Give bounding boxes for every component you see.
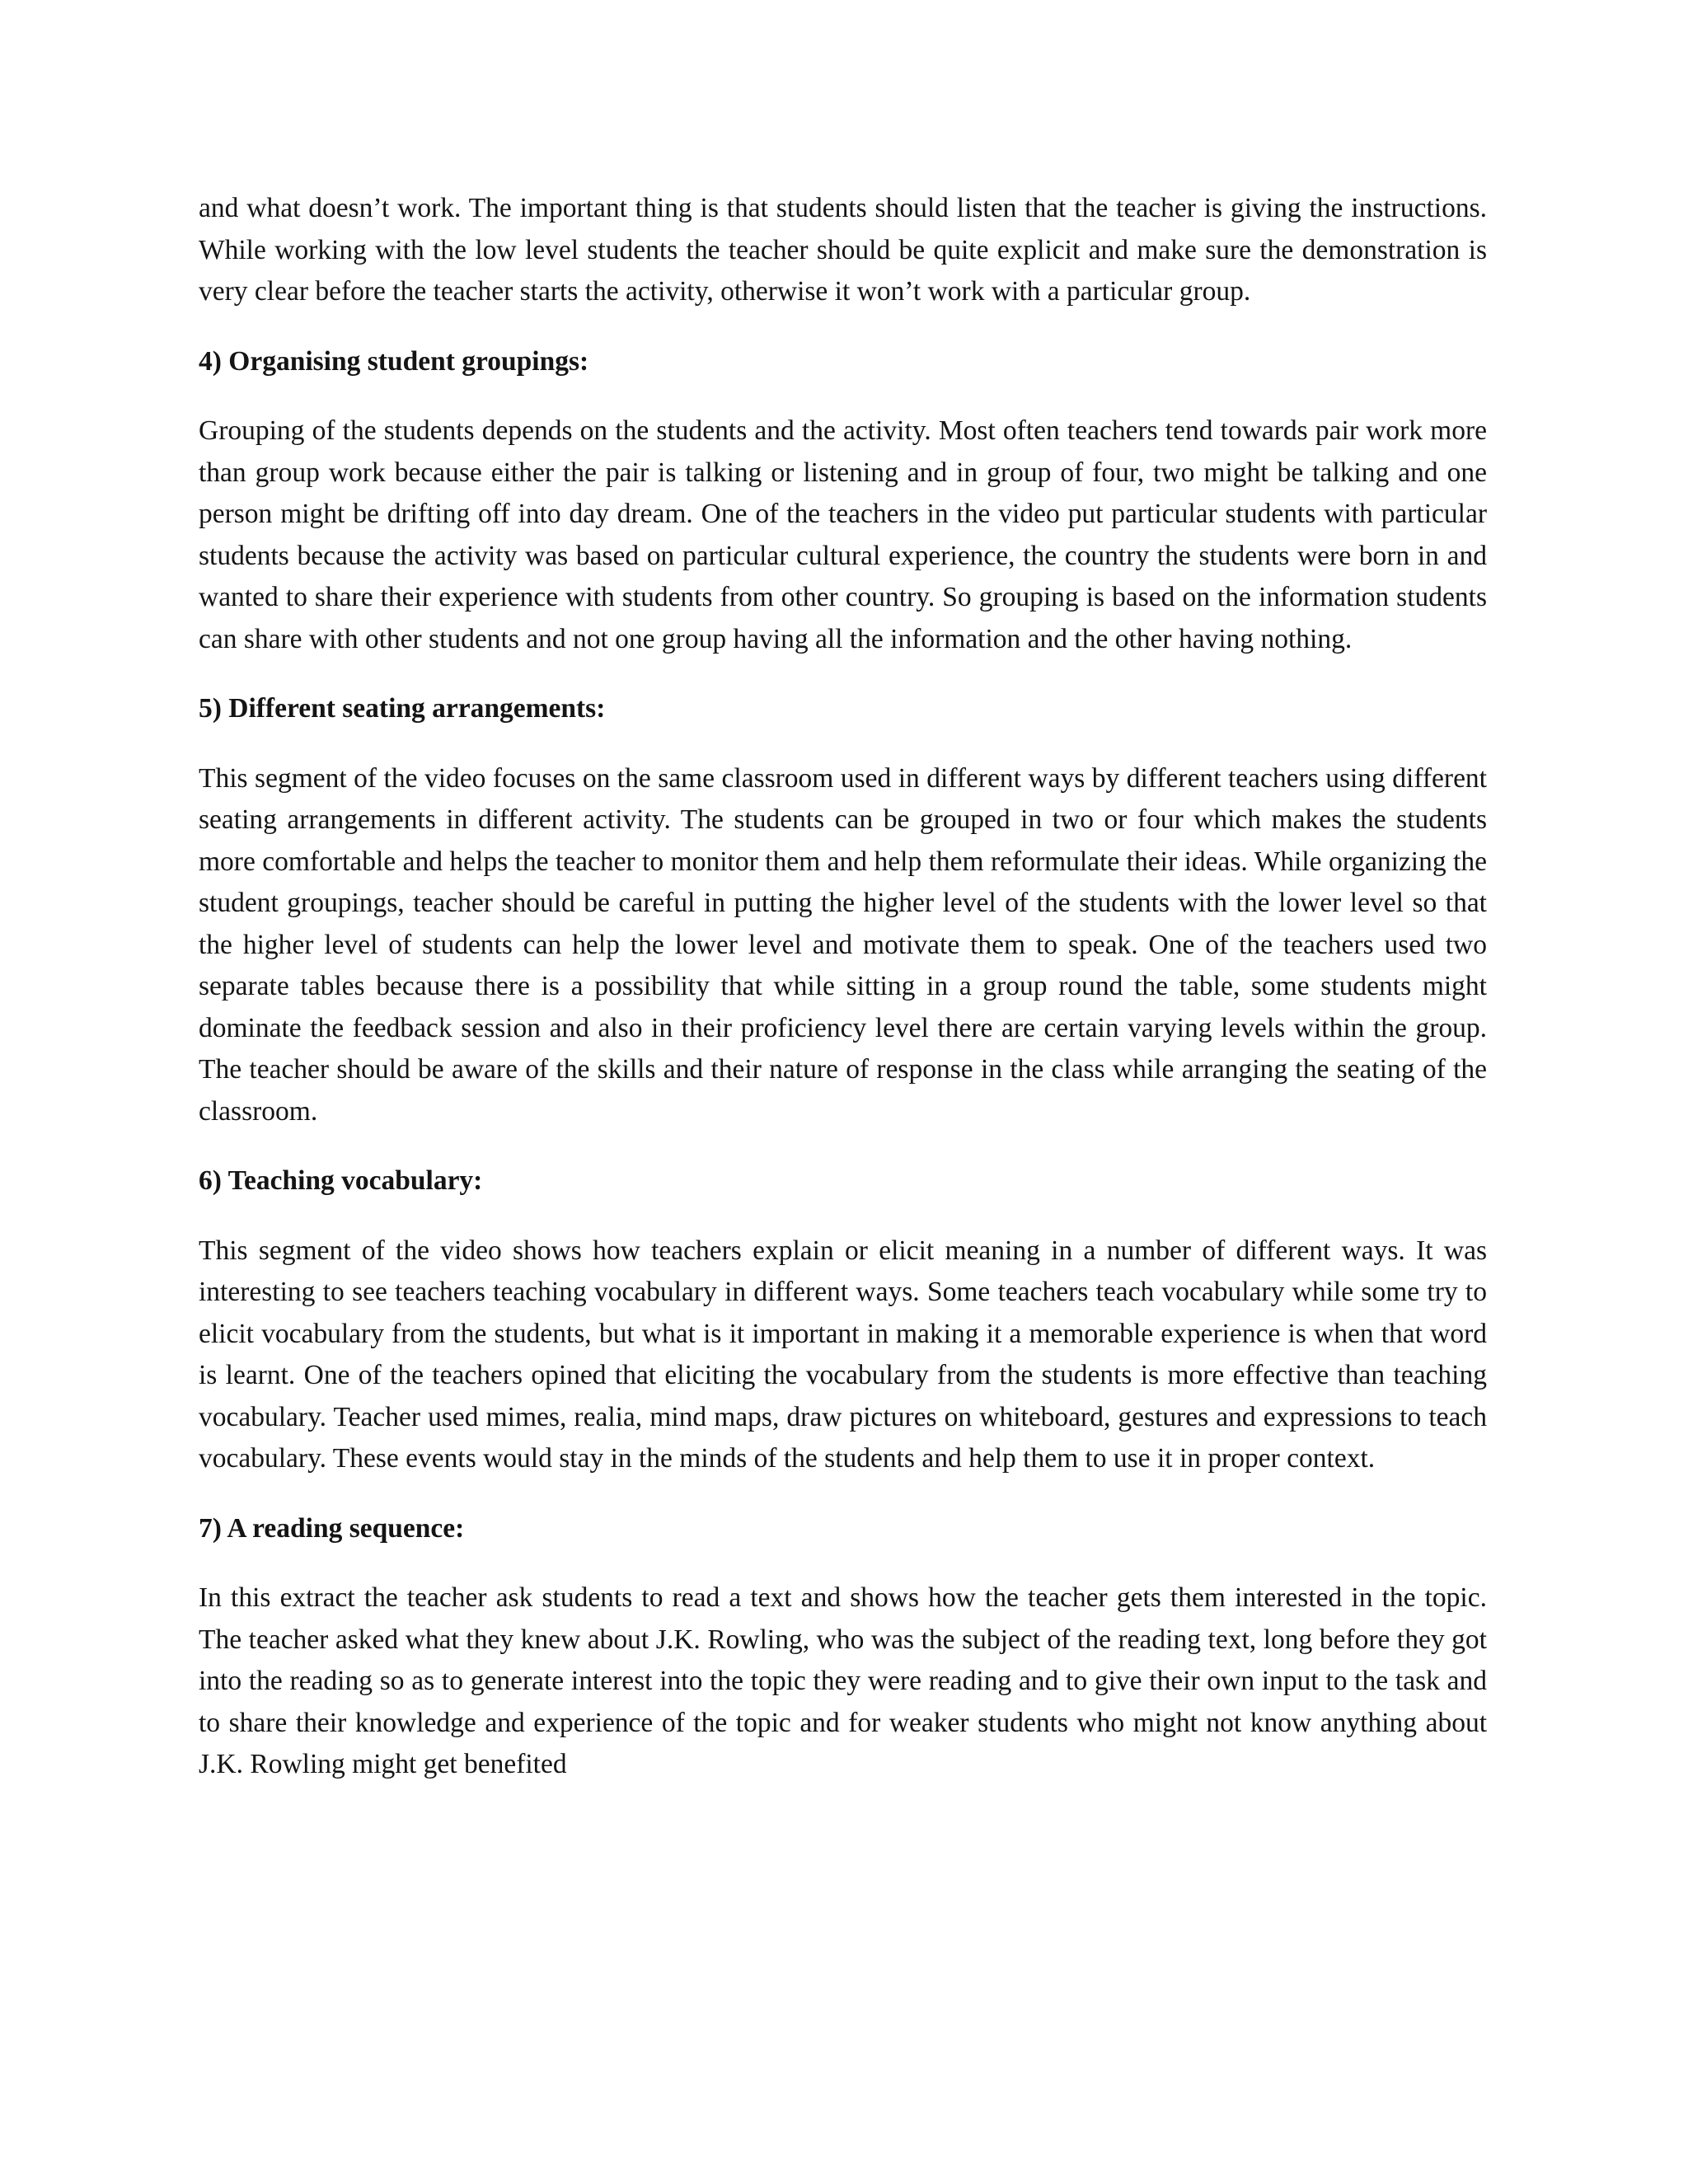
intro-paragraph: and what doesn’t work. The important thing is that students should listen that the teacher is giving the instructions. While working with the low level students the teacher should be quite explicit and make sure the demonstration is very clear before the teacher starts the activity, otherwise it won’t work with a particular group. [199, 193, 1487, 307]
section-heading-teaching-vocabulary: 6) Teaching vocabulary: [199, 1165, 483, 1196]
document-page [199, 188, 1487, 1814]
paragraph-teaching-vocabulary: This segment of the video shows how teachers explain or elicit meaning in a number of different ways. It was interesting to see teachers teaching vocabulary in different ways. Some teachers teach vocabulary while some try to elicit vocabulary from the students, but what is it important in making it a memorable experience is when that word is learnt. One of the teachers opined that eliciting the vocabulary from the students is more effective than teaching vocabulary. Teacher used mimes, realia, mind maps, draw pictures on whiteboard, gestures and expressions to teach vocabulary. These events would stay in the minds of the students and help them to use it in proper context. [199, 1235, 1487, 1474]
paragraph-student-groupings: Grouping of the students depends on the students and the activity. Most often teachers tend towards pair work more than group work because either the pair is talking or listening and in group of four, two might be talking and one person might be drifting off into day dream. One of the teachers in the video put particular students with particular students because the activity was based on particular cultural experience, the country the students were born in and wanted to share their experience with students from other country. So grouping is based on the information students can share with other students and not one group having all the information and the other having nothing. [199, 415, 1487, 654]
paragraph-reading-sequence: In this extract the teacher ask students to read a text and shows how the teacher gets them interested in the topic. The teacher asked what they knew about J.K. Rowling, who was the subject of the reading text, long before they got into the reading so as to generate interest into the topic they were reading and to give their own input to the task and to share their knowledge and experience of the topic and for weaker students who might not know anything about J.K. Rowling might get benefited [199, 1582, 1487, 1779]
section-heading-seating-arrangements: 5) Different seating arrangements: [199, 693, 606, 724]
section-heading-student-groupings: 4) Organising student groupings: [199, 345, 589, 377]
section-heading-reading-sequence: 7) A reading sequence: [199, 1512, 465, 1544]
paragraph-seating-arrangements: This segment of the video focuses on the same classroom used in different ways by different teachers using different seating arrangements in different activity. The students can be grouped in two or four which makes the students more comfortable and helps the teacher to monitor them and help them reformulate their ideas. While organizing the student groupings, teacher should be careful in putting the higher level of the students with the lower level so that the higher level of students can help the lower level and motivate them to speak. One of the teachers used two separate tables because there is a possibility that while sitting in a group round the table, some students might dominate the feedback session and also in their proficiency level there are certain varying levels within the group. The teacher should be aware of the skills and their nature of response in the class while arranging the seating of the classroom. [199, 762, 1487, 1127]
